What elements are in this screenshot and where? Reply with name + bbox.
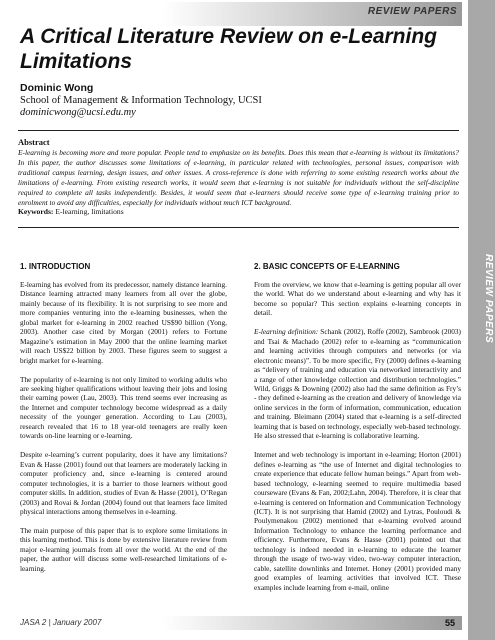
definition-text: Schank (2002), Roffe (2002), Sambrook (2003) and Tsai & Machado (2002) refer to e-learning as “communication and learning activities through computers and networks (or via electronic means)”. To be more specific, Fry (2000) defines e-learning as “delivery of training and education via networked interactivity and a range of other knowledge collection and distribution technologies.” Wild, Griggs & Downing (2002) also had the same definition as Fry’s - they defined e-learning as the creation and delivery of knowledge via online services in the form of information, communication, education and training. Bleimann (2004) stated that e-learning is a self-directed learning that is based on technology, especially web-based technology. He also stressed that e-learning is collaborative learning. [254,327,461,441]
paragraph: The popularity of e-learning is not only limited to working adults who are seeking higher qualifications without leaving their jobs and losing their earning power (Lau, 2003). This trend seems ever increasing as the Internet and computer technology become widespread as a daily necessity of the younger generation. According to Lau (2003), research revealed that 16 to 18 year-old teenagers are really keen towards on-line learning or e-learning. [20,374,227,441]
abstract-text: E-learning is becoming more and more popular. People tend to emphasize on its benefits. Does this mean that e-learning is without its limitations? In this paper, the author discusses some limitations of e-learning, in particular related with technologies, personal issues, comparison with traditional campus learning, design issues, and other issues. A cross-reference is done with referring to some existing research works about the limitations of e-learning. From existing research works, it would seem that e-learning is not suitable for individuals without the self-discipline required to complete all tasks independently. Besides, it would seem that e-learners should receive some type of e-learning training prior to enrolment to avoid any difficulties, especially for individuals without much ICT background. [18,148,459,207]
keywords-line [18,207,459,217]
author-email: dominicwong@ucsi.edu.my [20,107,136,118]
side-section-label: REVIEW PAPERS [483,254,494,344]
right-column [254,262,461,602]
paragraph: Internet and web technology is important in e-learning; Horton (2001) defines e-learning as “the use of Internet and digital technologies to create experience that educate fellow human beings.” Apart from web-based technology, e-learning seemed to require multimedia based courseware (Evans & Fan, 2002;Lahn, 2004). Therefore, it is clear that e-learning is centered on Information and Communication Technology (ICT). It is not surprising that Hamid (2002) and Lytras, Pouloudi & Poulymenakou (2002) mentioned that e-learning evolved around Information Technology to enhance the learning performance and efficiency. Furthermore, Evans & Hasse (2001) pointed out that technology is indeed needed in e-learning to educate the learner through the usage of two-way video, two-way computer interaction, cable, satellite downlinks and Internet. Honey (2001) provided many good examples of learning activities that involved ICT. These examples include learning from e-mail, online [254,450,461,592]
section-heading-basic-concepts: 2. BASIC CONCEPTS OF E-LEARNING [254,262,400,271]
footer-journal: JASA 2 | January 2007 [20,618,102,627]
abstract-heading: Abstract [18,137,50,147]
definition-label: E-learning definition: [254,327,319,337]
paragraph-definition [254,327,461,440]
section-label: REVIEW PAPERS [367,6,457,17]
left-column [20,262,227,583]
page-number: 55 [445,618,456,628]
keywords-label: Keywords: [18,207,54,217]
section-heading-introduction: 1. INTRODUCTION [20,262,91,271]
paragraph: Despite e-learning’s current popularity, does it have any limitations? Evan & Hasse (2001) found out that learners are moderately lacking in computer proficiency and, since e-learning is centered around computer technologies, it is a barrier to those learners without good computer skills. In addition, studies of Evan & Hasse (2001), O’Regan (2003) and Rovai & Jordan (2004) found out that learners face limited physical interactions among themselves in e-learning. [20,450,227,516]
paragraph: The main purpose of this paper that is to explore some limitations in this learning method. This is done by extensive literature review from major e-learning journals from all over the world. At the end of the paper, the author will discuss some well-researched limitations of e-learning. [20,525,227,573]
paragraph: From the overview, we know that e-learning is getting popular all over the world. What do we understand about e-learning and why has it become so popular? This section explains e-learning concepts in detail. [254,280,461,318]
author-affiliation: School of Management & Information Technology, UCSI [20,94,262,106]
abstract-section [18,130,459,228]
keywords-value: E-learning, limitations [55,207,124,217]
article-title: A Critical Literature Review on e-Learning Limitations [20,25,437,73]
author-block [20,82,460,120]
author-name: Dominic Wong [20,82,94,94]
paragraph: E-learning has evolved from its predecessor, namely distance learning. Distance learning attracted many learners from all over the globe, mainly because of its flexibility. It is not surprising to see more and more companies venturing into the e-learning businesses, when the global market for e-learning in 2002 reached US$90 billion (Yong, 2003). Another case cited by Morgan (2001) refers to Fortune Magazine’s estimation in May 2000 that the online learning market will reach US$22 billion by 2003. These figures seem to suggest a bright market for e-learning. [20,280,227,365]
